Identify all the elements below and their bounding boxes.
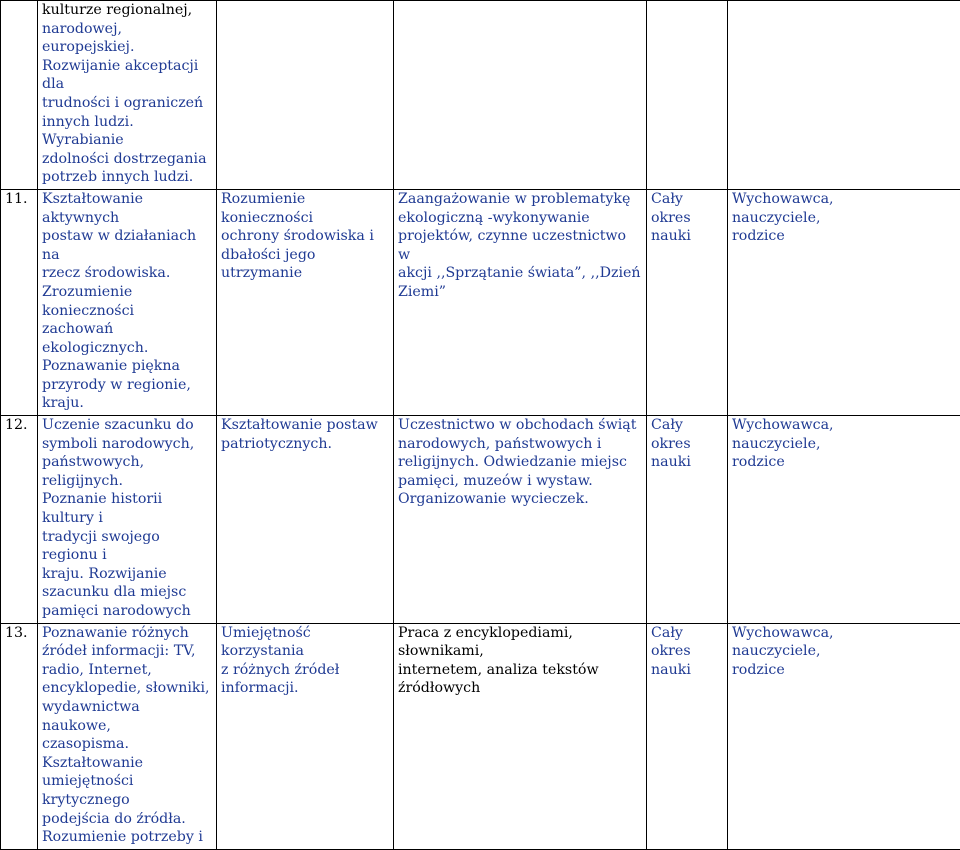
goal-line: Rozwijanie akceptacji dla [42,57,212,94]
goal-line: kulturze regionalnej, [42,1,212,20]
goal-line: kraju. [42,394,212,413]
form-line: Uczestnictwo w obchodach świąt [398,416,642,435]
forms-cell [394,1,647,190]
table-row [1,416,960,624]
goals-cell [38,416,217,624]
goal-line: Rozumienie potrzeby i [42,828,212,847]
form-line: źródłowych [398,679,642,698]
goal-line: postaw w działaniach na [42,227,212,264]
task-line: informacji. [221,679,389,698]
goal-line: encyklopedie, słowniki, [42,679,212,698]
form-line: Praca z encyklopediami, słownikami, [398,624,642,661]
responsible-cell [728,189,960,415]
form-line: projektów, czynne uczestnictwo w [398,227,642,264]
goal-line: potrzeb innych ludzi. [42,168,212,187]
form-line: Ziemi” [398,283,642,302]
goal-line: Poznawanie piękna [42,357,212,376]
goals-cell [38,623,217,849]
time-cell [647,189,728,415]
goal-line: Zrozumienie konieczności [42,283,212,320]
goal-line: państwowych, religijnych. [42,453,212,490]
time-line: nauki [651,227,723,246]
goal-line: pamięci narodowych [42,602,212,621]
task-line: ochrony środowiska i [221,227,389,246]
goal-line: czasopisma. [42,735,212,754]
goals-cell [38,189,217,415]
time-line: Cały okres [651,190,723,227]
goal-line: symboli narodowych, [42,435,212,454]
row-number [1,1,38,190]
responsible-line: Wychowawca, [732,190,960,209]
goals-cell [38,1,217,190]
responsible-line: rodzice [732,227,960,246]
goal-line: Kształtowanie [42,754,212,773]
task-line: Umiejętność korzystania [221,624,389,661]
goal-line: podejścia do źródła. [42,810,212,829]
form-line: narodowych, państwowych i [398,435,642,454]
goal-line: Uczenie szacunku do [42,416,212,435]
responsible-line: rodzice [732,661,960,680]
responsible-line: nauczyciele, [732,642,960,661]
time-line: Cały okres [651,624,723,661]
time-line: nauki [651,661,723,680]
responsible-cell [728,623,960,849]
goal-line: zachowań ekologicznych. [42,320,212,357]
row-number: 11. [1,189,38,415]
responsible-cell [728,1,960,190]
time-line: Cały okres [651,416,723,453]
goal-line: innych ludzi. Wyrabianie [42,113,212,150]
responsible-line: nauczyciele, [732,435,960,454]
goal-line: zdolności dostrzegania [42,150,212,169]
forms-cell [394,189,647,415]
time-cell [647,1,728,190]
goal-line: trudności i ograniczeń [42,94,212,113]
tasks-cell [217,1,394,190]
goal-line: umiejętności krytycznego [42,772,212,809]
responsible-line: Wychowawca, [732,624,960,643]
goal-line: Kształtowanie aktywnych [42,190,212,227]
tasks-cell [217,189,394,415]
time-cell [647,416,728,624]
goal-line: kraju. Rozwijanie [42,565,212,584]
table-row [1,623,960,849]
goal-line: szacunku dla miejsc [42,583,212,602]
form-line: religijnych. Odwiedzanie miejsc [398,453,642,472]
form-line: pamięci, muzeów i wystaw. [398,472,642,491]
form-line: Organizowanie wycieczek. [398,490,642,509]
table-row [1,189,960,415]
goal-line: Poznawanie różnych [42,624,212,643]
task-line: z różnych źródeł [221,661,389,680]
goal-line: Poznanie historii kultury i [42,490,212,527]
responsible-line: rodzice [732,453,960,472]
task-line: dbałości jego utrzymanie [221,246,389,283]
table-body [1,1,960,850]
row-number: 13. [1,623,38,849]
task-line: patriotycznych. [221,435,389,454]
tasks-cell [217,623,394,849]
responsible-line: Wychowawca, [732,416,960,435]
row-number: 12. [1,416,38,624]
goal-line: rzecz środowiska. [42,264,212,283]
form-line: ekologiczną -wykonywanie [398,209,642,228]
goal-line: wydawnictwa naukowe, [42,698,212,735]
goal-line: tradycji swojego regionu i [42,528,212,565]
goal-line: narodowej, europejskiej. [42,20,212,57]
task-line: Kształtowanie postaw [221,416,389,435]
form-line: Zaangażowanie w problematykę [398,190,642,209]
table-row [1,1,960,190]
forms-cell [394,416,647,624]
responsible-cell [728,416,960,624]
task-line: Rozumienie konieczności [221,190,389,227]
form-line: akcji ,,Sprzątanie świata”, ,,Dzień [398,264,642,283]
goal-line: przyrody w regionie, [42,376,212,395]
responsible-line: nauczyciele, [732,209,960,228]
time-line: nauki [651,453,723,472]
tasks-cell [217,416,394,624]
goal-line: radio, Internet, [42,661,212,680]
forms-cell [394,623,647,849]
time-cell [647,623,728,849]
goal-line: źródeł informacji: TV, [42,642,212,661]
form-line: internetem, analiza tekstów [398,661,642,680]
